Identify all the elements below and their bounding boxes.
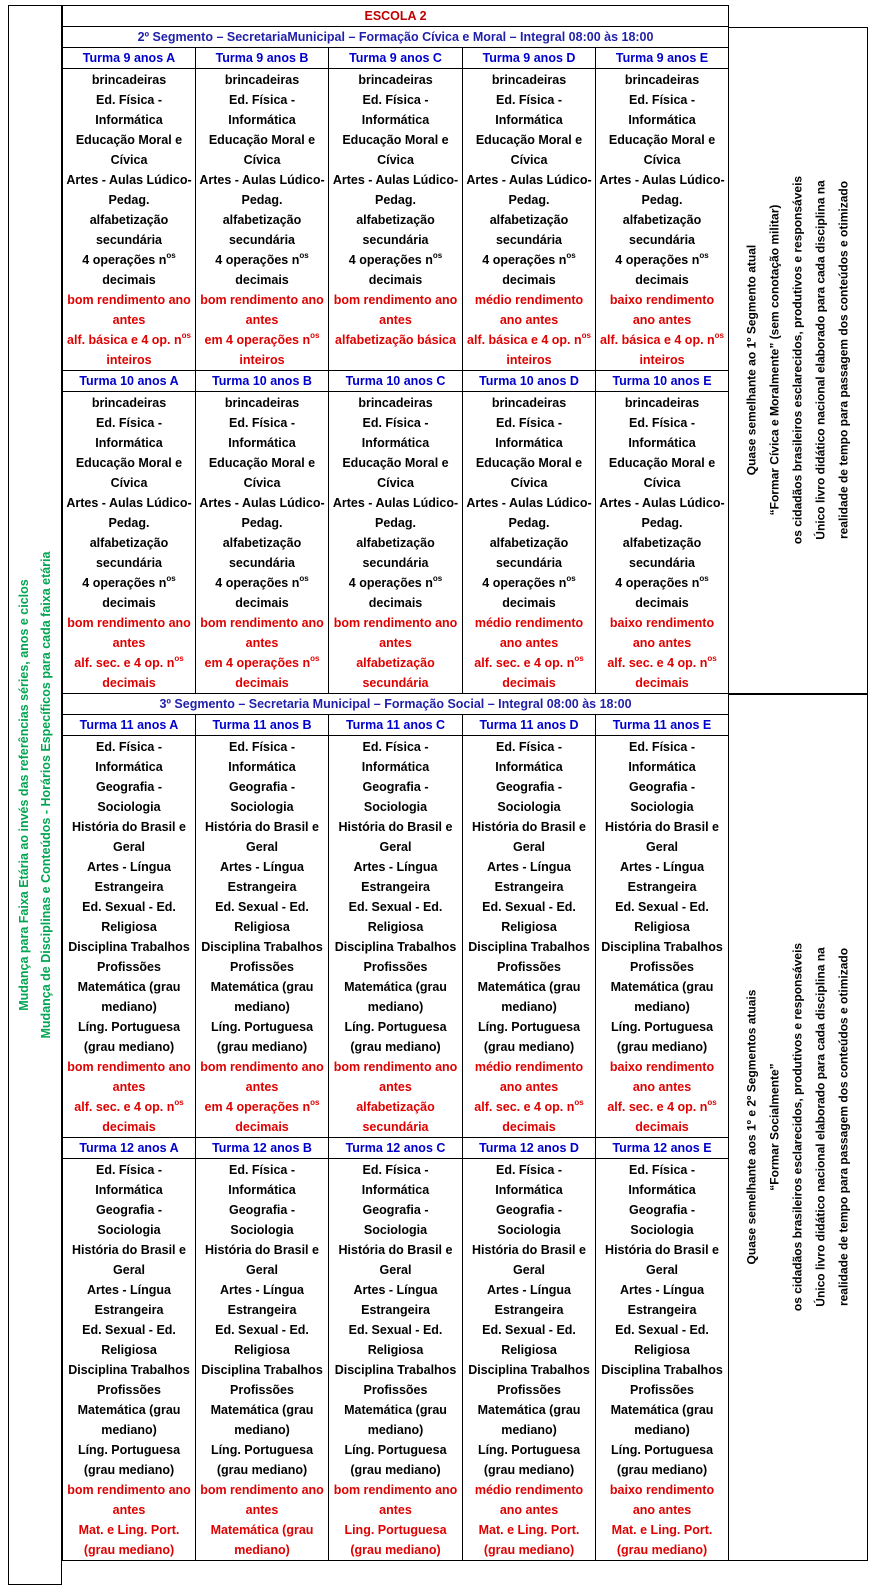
superscript: os xyxy=(699,251,709,260)
note-label: inteiros xyxy=(506,353,552,367)
subject-line: Artes - Aulas Lúdico-Pedag. xyxy=(199,496,325,530)
rendimento-label: médio rendimento ano antes xyxy=(474,1483,584,1517)
subject-line: Educação Moral e Cívica xyxy=(75,456,183,490)
class-cell xyxy=(463,392,596,694)
subject-line: Geografia - Sociologia xyxy=(96,780,162,814)
subject-line: História do Brasil e Geral xyxy=(205,1243,319,1277)
subject-line: História do Brasil e Geral xyxy=(72,1243,186,1277)
subject-line: brincadeiras xyxy=(624,396,700,410)
subject-line: Ed. Física - Informática xyxy=(361,1163,430,1197)
note-label: alfabetização xyxy=(356,1100,435,1114)
subject-line: decimais xyxy=(102,273,156,287)
note-label: alf. sec. e 4 op. $n^{os}$ xyxy=(607,654,717,670)
turma-header: Turma 10 anos B xyxy=(196,371,329,392)
subject-line: Líng. Portuguesa (grau mediano) xyxy=(77,1443,181,1477)
subject-line: alfabetização secundária xyxy=(622,536,702,570)
subject-line: Artes - Aulas Lúdico-Pedag. xyxy=(599,173,725,207)
subject-line: Educação Moral e Cívica xyxy=(208,456,316,490)
subject-line: alfabetização secundária xyxy=(489,536,569,570)
subject-line: decimais xyxy=(102,596,156,610)
rendimento-label: bom rendimento ano antes xyxy=(333,1060,458,1094)
subject-line: Ed. Física - Informática xyxy=(628,740,696,774)
note-label: decimais xyxy=(635,1120,689,1134)
class-cell xyxy=(596,1159,729,1561)
turma-header: Turma 10 anos D xyxy=(463,371,596,392)
class-cell xyxy=(196,1159,329,1561)
superscript: os xyxy=(299,574,309,583)
class-cell xyxy=(329,1159,463,1561)
class-cell xyxy=(596,392,729,694)
subject-line: 4 operações $n^{os}$ xyxy=(615,574,709,590)
subject-line: História do Brasil e Geral xyxy=(338,1243,453,1277)
subject-line: História do Brasil e Geral xyxy=(605,820,719,854)
subject-line: 4 operações $n^{os}$ xyxy=(82,251,176,267)
side-note-line: os cidadãos brasileiros esclarecidos, produtivos e responsáveis xyxy=(790,942,805,1312)
subject-line: Matemática (grau mediano) xyxy=(210,1403,314,1437)
subject-line: 4 operações $n^{os}$ xyxy=(615,251,709,267)
subject-line: alfabetização secundária xyxy=(89,536,169,570)
superscript: os xyxy=(310,654,320,663)
subject-line: alfabetização secundária xyxy=(489,213,569,247)
rendimento-label: médio rendimento ano antes xyxy=(474,616,584,650)
turma-header: Turma 9 anos A xyxy=(63,48,196,69)
superscript: os xyxy=(166,251,176,260)
subject-line: Artes - Língua Estrangeira xyxy=(353,1283,438,1317)
subject-line: decimais xyxy=(235,273,289,287)
subject-line: Ed. Física - Informática xyxy=(228,93,296,127)
note-label: decimais xyxy=(102,676,156,690)
subject-line: Geografia - Sociologia xyxy=(496,1203,562,1237)
segment-header: 2º Segmento – SecretariaMunicipal – Formação Cívica e Moral – Integral 08:00 às 18:00 xyxy=(63,27,729,48)
subject-line: decimais xyxy=(502,596,556,610)
subject-line: Artes - Aulas Lúdico-Pedag. xyxy=(66,173,192,207)
subject-line: Ed. Sexual - Ed. Religiosa xyxy=(215,1323,309,1357)
rendimento-label: bom rendimento ano antes xyxy=(200,616,324,650)
class-cell xyxy=(329,69,463,371)
subject-line: brincadeiras xyxy=(358,73,433,87)
side-note-line: Quase semelhante ao 1º Segmento atual xyxy=(744,244,759,476)
superscript: os xyxy=(699,574,709,583)
subject-line: Geografia - Sociologia xyxy=(229,780,295,814)
subject-line: Ed. Física - Informática xyxy=(495,740,563,774)
note-label: Matemática (grau mediano) xyxy=(210,1523,314,1557)
subject-line: Ed. Física - Informática xyxy=(495,1163,563,1197)
turma-header: Turma 9 anos C xyxy=(329,48,463,69)
subject-line: História do Brasil e Geral xyxy=(605,1243,719,1277)
subject-line: Artes - Língua Estrangeira xyxy=(353,860,438,894)
subject-line: alfabetização secundária xyxy=(356,213,435,247)
turma-header: Turma 12 anos E xyxy=(596,1138,729,1159)
subject-line: Artes - Aulas Lúdico-Pedag. xyxy=(66,496,192,530)
turma-header: Turma 11 anos B xyxy=(196,715,329,736)
subject-line: Disciplina Trabalhos Profissões xyxy=(68,1363,190,1397)
subject-line: Ed. Física - Informática xyxy=(228,740,296,774)
class-cell xyxy=(463,69,596,371)
class-cell xyxy=(63,736,196,1138)
subject-line: Disciplina Trabalhos Profissões xyxy=(468,940,590,974)
subject-line: 4 operações $n^{os}$ xyxy=(82,574,176,590)
note-label: Ling. Portuguesa (grau mediano) xyxy=(344,1523,447,1557)
subject-line: História do Brasil e Geral xyxy=(472,820,586,854)
subject-line: Ed. Física - Informática xyxy=(228,1163,296,1197)
class-cell xyxy=(196,392,329,694)
note-label: decimais xyxy=(502,1120,556,1134)
side-note-line: “Formar Cívica e Moralmente” (sem conotação militar) xyxy=(767,204,782,516)
superscript: os xyxy=(181,331,191,340)
subject-line: Educação Moral e Cívica xyxy=(342,456,449,490)
subject-line: Ed. Física - Informática xyxy=(628,1163,696,1197)
subject-line: Artes - Aulas Lúdico-Pedag. xyxy=(466,173,592,207)
subject-line: Líng. Portuguesa (grau mediano) xyxy=(477,1443,581,1477)
note-label: inteiros xyxy=(239,353,285,367)
turma-header: Turma 11 anos C xyxy=(329,715,463,736)
subject-line: Artes - Aulas Lúdico-Pedag. xyxy=(199,173,325,207)
subject-line: Disciplina Trabalhos Profissões xyxy=(201,940,323,974)
subject-line: Ed. Sexual - Ed. Religiosa xyxy=(615,1323,709,1357)
side-note-box-segment-2 xyxy=(728,27,868,694)
subject-line: Educação Moral e Cívica xyxy=(208,133,316,167)
subject-line: Disciplina Trabalhos Profissões xyxy=(68,940,190,974)
note-label: decimais xyxy=(502,676,556,690)
subject-line: Ed. Física - Informática xyxy=(95,1163,163,1197)
subject-line: alfabetização secundária xyxy=(222,536,302,570)
subject-line: Ed. Física - Informática xyxy=(628,93,696,127)
note-label: alf. sec. e 4 op. $n^{os}$ xyxy=(607,1098,717,1114)
rendimento-label: bom rendimento ano antes xyxy=(200,1060,324,1094)
note-label: em 4 operações $n^{os}$ xyxy=(204,654,320,670)
subject-line: Geografia - Sociologia xyxy=(229,1203,295,1237)
subject-line: Artes - Aulas Lúdico-Pedag. xyxy=(466,496,592,530)
side-note-line: realidade de tempo para passagem dos conteúdos e otimizado xyxy=(836,947,851,1307)
side-note-line: “Formar Socialmente” xyxy=(767,1063,782,1191)
note-label: alf. básica e 4 op. $n^{os}$ xyxy=(467,331,591,347)
subject-line: brincadeiras xyxy=(91,73,167,87)
note-label: alf. sec. e 4 op. $n^{os}$ xyxy=(474,654,584,670)
subject-line: Artes - Língua Estrangeira xyxy=(219,1283,305,1317)
subject-line: Ed. Física - Informática xyxy=(95,93,163,127)
subject-line: alfabetização secundária xyxy=(622,213,702,247)
turma-header: Turma 10 anos A xyxy=(63,371,196,392)
subject-line: Educação Moral e Cívica xyxy=(342,133,449,167)
turma-header: Turma 11 anos A xyxy=(63,715,196,736)
subject-line: brincadeiras xyxy=(491,396,567,410)
subject-line: decimais xyxy=(635,273,689,287)
subject-line: alfabetização secundária xyxy=(222,213,302,247)
turma-header: Turma 12 anos D xyxy=(463,1138,596,1159)
note-label: secundária xyxy=(362,676,429,690)
subject-line: História do Brasil e Geral xyxy=(338,820,453,854)
turma-header: Turma 10 anos E xyxy=(596,371,729,392)
rendimento-label: bom rendimento ano antes xyxy=(67,1060,191,1094)
note-label: Mat. e Ling. Port. (grau mediano) xyxy=(611,1523,713,1557)
subject-line: Disciplina Trabalhos Profissões xyxy=(334,1363,457,1397)
subject-line: História do Brasil e Geral xyxy=(72,820,186,854)
turma-header: Turma 9 anos D xyxy=(463,48,596,69)
subject-line: 4 operações $n^{os}$ xyxy=(348,251,443,267)
side-note-text-segment-3 xyxy=(741,943,856,1311)
subject-line: Matemática (grau mediano) xyxy=(344,980,447,1014)
subject-line: decimais xyxy=(368,596,423,610)
subject-line: Matemática (grau mediano) xyxy=(344,1403,447,1437)
subject-line: Líng. Portuguesa (grau mediano) xyxy=(77,1020,181,1054)
subject-line: Ed. Física - Informática xyxy=(628,416,696,450)
subject-line: Matemática (grau mediano) xyxy=(477,1403,581,1437)
rendimento-label: baixo rendimento ano antes xyxy=(609,293,715,327)
subject-line: Líng. Portuguesa (grau mediano) xyxy=(610,1020,714,1054)
subject-line: Educação Moral e Cívica xyxy=(75,133,183,167)
note-label: alf. sec. e 4 op. $n^{os}$ xyxy=(474,1098,584,1114)
class-cell xyxy=(329,392,463,694)
rendimento-label: bom rendimento ano antes xyxy=(67,293,191,327)
subject-line: Artes - Aulas Lúdico-Pedag. xyxy=(599,496,725,530)
class-cell xyxy=(463,1159,596,1561)
note-label: em 4 operações $n^{os}$ xyxy=(204,1098,320,1114)
superscript: os xyxy=(566,251,576,260)
superscript: os xyxy=(574,654,584,663)
note-label: decimais xyxy=(102,1120,156,1134)
subject-line: brincadeiras xyxy=(224,396,300,410)
subject-line: Líng. Portuguesa (grau mediano) xyxy=(477,1020,581,1054)
subject-line: Líng. Portuguesa (grau mediano) xyxy=(210,1443,314,1477)
subject-line: Educação Moral e Cívica xyxy=(608,133,716,167)
left-label-line1: Mudança para Faixa Etária ao invés das referências séries, anos e ciclos xyxy=(17,579,31,1011)
subject-line: decimais xyxy=(235,596,289,610)
class-cell xyxy=(63,392,196,694)
subject-line: Artes - Língua Estrangeira xyxy=(619,1283,705,1317)
subject-line: Disciplina Trabalhos Profissões xyxy=(601,940,723,974)
superscript: os xyxy=(310,1098,320,1107)
superscript: os xyxy=(432,574,443,583)
superscript: os xyxy=(581,331,591,340)
turma-header: Turma 9 anos E xyxy=(596,48,729,69)
subject-line: Ed. Sexual - Ed. Religiosa xyxy=(348,1323,443,1357)
subject-line: 4 operações $n^{os}$ xyxy=(215,574,309,590)
rendimento-label: baixo rendimento ano antes xyxy=(609,1060,715,1094)
note-label: decimais xyxy=(635,676,689,690)
note-label: alf. básica e 4 op. $n^{os}$ xyxy=(600,331,724,347)
subject-line: Ed. Física - Informática xyxy=(361,740,430,774)
subject-line: Ed. Física - Informática xyxy=(361,416,430,450)
subject-line: Matemática (grau mediano) xyxy=(77,1403,181,1437)
subject-line: Líng. Portuguesa (grau mediano) xyxy=(610,1443,714,1477)
rendimento-label: bom rendimento ano antes xyxy=(333,293,458,327)
superscript: os xyxy=(310,331,320,340)
subject-line: História do Brasil e Geral xyxy=(205,820,319,854)
subject-line: Ed. Sexual - Ed. Religiosa xyxy=(82,1323,176,1357)
subject-line: Disciplina Trabalhos Profissões xyxy=(201,1363,323,1397)
subject-line: Geografia - Sociologia xyxy=(629,780,696,814)
subject-line: Educação Moral e Cívica xyxy=(608,456,716,490)
subject-line: Disciplina Trabalhos Profissões xyxy=(334,940,457,974)
side-note-line: os cidadãos brasileiros esclarecidos, produtivos e responsáveis xyxy=(790,175,805,545)
note-label: alf. sec. e 4 op. $n^{os}$ xyxy=(74,654,184,670)
rendimento-label: bom rendimento ano antes xyxy=(200,293,324,327)
subject-line: brincadeiras xyxy=(91,396,167,410)
subject-line: alfabetização secundária xyxy=(356,536,435,570)
rendimento-label: bom rendimento ano antes xyxy=(200,1483,324,1517)
note-label: alf. básica e 4 op. $n^{os}$ xyxy=(67,331,191,347)
turma-header: Turma 10 anos C xyxy=(329,371,463,392)
subject-line: Artes - Língua Estrangeira xyxy=(619,860,705,894)
subject-line: História do Brasil e Geral xyxy=(472,1243,586,1277)
class-cell xyxy=(63,69,196,371)
left-label-line2: Mudança de Disciplinas e Conteúdos - Horários Específicos para cada faixa etária xyxy=(39,551,53,1039)
subject-line: Ed. Sexual - Ed. Religiosa xyxy=(615,900,709,934)
subject-line: Artes - Língua Estrangeira xyxy=(86,860,172,894)
turma-header: Turma 9 anos B xyxy=(196,48,329,69)
note-label: decimais xyxy=(235,1120,289,1134)
turma-header: Turma 12 anos C xyxy=(329,1138,463,1159)
school-title: ESCOLA 2 xyxy=(63,6,729,27)
note-label: alfabetização xyxy=(356,656,435,670)
rendimento-label: baixo rendimento ano antes xyxy=(609,616,715,650)
subject-line: Ed. Física - Informática xyxy=(95,416,163,450)
subject-line: Artes - Língua Estrangeira xyxy=(219,860,305,894)
superscript: os xyxy=(166,574,176,583)
subject-line: 4 operações $n^{os}$ xyxy=(215,251,309,267)
side-note-line: Quase semelhante aos 1º e 2º Segmentos atuais xyxy=(744,989,759,1265)
class-cell xyxy=(63,1159,196,1561)
note-label: decimais xyxy=(235,676,289,690)
superscript: os xyxy=(714,331,724,340)
subject-line: Artes - Língua Estrangeira xyxy=(486,860,572,894)
superscript: os xyxy=(174,1098,184,1107)
subject-line: Artes - Aulas Lúdico-Pedag. xyxy=(332,496,459,530)
subject-line: Matemática (grau mediano) xyxy=(610,1403,714,1437)
subject-line: brincadeiras xyxy=(624,73,700,87)
class-cell xyxy=(596,736,729,1138)
subject-line: Disciplina Trabalhos Profissões xyxy=(468,1363,590,1397)
subject-line: 4 operações $n^{os}$ xyxy=(348,574,443,590)
side-note-line: Único livro didático nacional elaborado para cada disciplina na xyxy=(813,180,828,540)
subject-line: Ed. Sexual - Ed. Religiosa xyxy=(348,900,443,934)
note-label: Mat. e Ling. Port. (grau mediano) xyxy=(478,1523,580,1557)
subject-line: Geografia - Sociologia xyxy=(629,1203,696,1237)
subject-line: brincadeiras xyxy=(224,73,300,87)
subject-line: Líng. Portuguesa (grau mediano) xyxy=(210,1020,314,1054)
note-label: inteiros xyxy=(106,353,152,367)
side-note-text-segment-2 xyxy=(741,176,856,544)
subject-line: Ed. Física - Informática xyxy=(95,740,163,774)
rendimento-label: médio rendimento ano antes xyxy=(474,1060,584,1094)
subject-line: 4 operações $n^{os}$ xyxy=(482,574,576,590)
subject-line: Ed. Sexual - Ed. Religiosa xyxy=(482,900,576,934)
class-cell xyxy=(196,736,329,1138)
segment-header: 3º Segmento – Secretaria Municipal – Formação Social – Integral 08:00 às 18:00 xyxy=(63,694,729,715)
subject-line: Artes - Língua Estrangeira xyxy=(86,1283,172,1317)
left-label-text xyxy=(13,552,57,1039)
rendimento-label: bom rendimento ano antes xyxy=(333,616,458,650)
subject-line: Líng. Portuguesa (grau mediano) xyxy=(344,1443,447,1477)
superscript: os xyxy=(707,1098,717,1107)
subject-line: Matemática (grau mediano) xyxy=(210,980,314,1014)
superscript: os xyxy=(566,574,576,583)
subject-line: decimais xyxy=(502,273,556,287)
turma-header: Turma 11 anos D xyxy=(463,715,596,736)
turma-header: Turma 12 anos A xyxy=(63,1138,196,1159)
class-cell xyxy=(329,736,463,1138)
turma-header: Turma 11 anos E xyxy=(596,715,729,736)
note-label: inteiros xyxy=(639,353,685,367)
superscript: os xyxy=(299,251,309,260)
subject-line: decimais xyxy=(635,596,689,610)
subject-line: Matemática (grau mediano) xyxy=(477,980,581,1014)
subject-line: Ed. Sexual - Ed. Religiosa xyxy=(482,1323,576,1357)
rendimento-label: bom rendimento ano antes xyxy=(67,1483,191,1517)
rendimento-label: baixo rendimento ano antes xyxy=(609,1483,715,1517)
subject-line: brincadeiras xyxy=(358,396,433,410)
subject-line: Artes - Língua Estrangeira xyxy=(486,1283,572,1317)
note-label: em 4 operações $n^{os}$ xyxy=(204,331,320,347)
subject-line: Matemática (grau mediano) xyxy=(610,980,714,1014)
subject-line: Ed. Física - Informática xyxy=(361,93,430,127)
subject-line: Geografia - Sociologia xyxy=(362,780,429,814)
subject-line: Líng. Portuguesa (grau mediano) xyxy=(344,1020,447,1054)
side-note-line: Único livro didático nacional elaborado para cada disciplina na xyxy=(813,947,828,1307)
superscript: os xyxy=(707,654,717,663)
class-cell xyxy=(596,69,729,371)
schedule-body xyxy=(63,6,729,1561)
subject-line: Ed. Sexual - Ed. Religiosa xyxy=(82,900,176,934)
subject-line: decimais xyxy=(368,273,423,287)
side-note-box-segment-3 xyxy=(728,694,868,1561)
subject-line: Matemática (grau mediano) xyxy=(77,980,181,1014)
class-cell xyxy=(196,69,329,371)
superscript: os xyxy=(574,1098,584,1107)
class-cell xyxy=(463,736,596,1138)
subject-line: Ed. Física - Informática xyxy=(495,93,563,127)
subject-line: Geografia - Sociologia xyxy=(96,1203,162,1237)
note-label: alfabetização básica xyxy=(335,333,456,347)
turma-header: Turma 12 anos B xyxy=(196,1138,329,1159)
note-label: Mat. e Ling. Port. (grau mediano) xyxy=(78,1523,180,1557)
subject-line: Disciplina Trabalhos Profissões xyxy=(601,1363,723,1397)
rendimento-label: bom rendimento ano antes xyxy=(333,1483,458,1517)
rendimento-label: médio rendimento ano antes xyxy=(474,293,584,327)
rendimento-label: bom rendimento ano antes xyxy=(67,616,191,650)
schedule-table xyxy=(62,5,729,1561)
superscript: os xyxy=(174,654,184,663)
subject-line: Educação Moral e Cívica xyxy=(475,456,583,490)
subject-line: Ed. Física - Informática xyxy=(495,416,563,450)
subject-line: alfabetização secundária xyxy=(89,213,169,247)
subject-line: 4 operações $n^{os}$ xyxy=(482,251,576,267)
subject-line: brincadeiras xyxy=(491,73,567,87)
superscript: os xyxy=(432,251,443,260)
subject-line: Geografia - Sociologia xyxy=(362,1203,429,1237)
note-label: secundária xyxy=(362,1120,429,1134)
note-label: alf. sec. e 4 op. $n^{os}$ xyxy=(74,1098,184,1114)
subject-line: Ed. Física - Informática xyxy=(228,416,296,450)
subject-line: Geografia - Sociologia xyxy=(496,780,562,814)
left-label-box xyxy=(8,5,62,1585)
subject-line: Ed. Sexual - Ed. Religiosa xyxy=(215,900,309,934)
subject-line: Educação Moral e Cívica xyxy=(475,133,583,167)
side-note-line: realidade de tempo para passagem dos conteúdos e otimizado xyxy=(836,180,851,540)
subject-line: Artes - Aulas Lúdico-Pedag. xyxy=(332,173,459,207)
